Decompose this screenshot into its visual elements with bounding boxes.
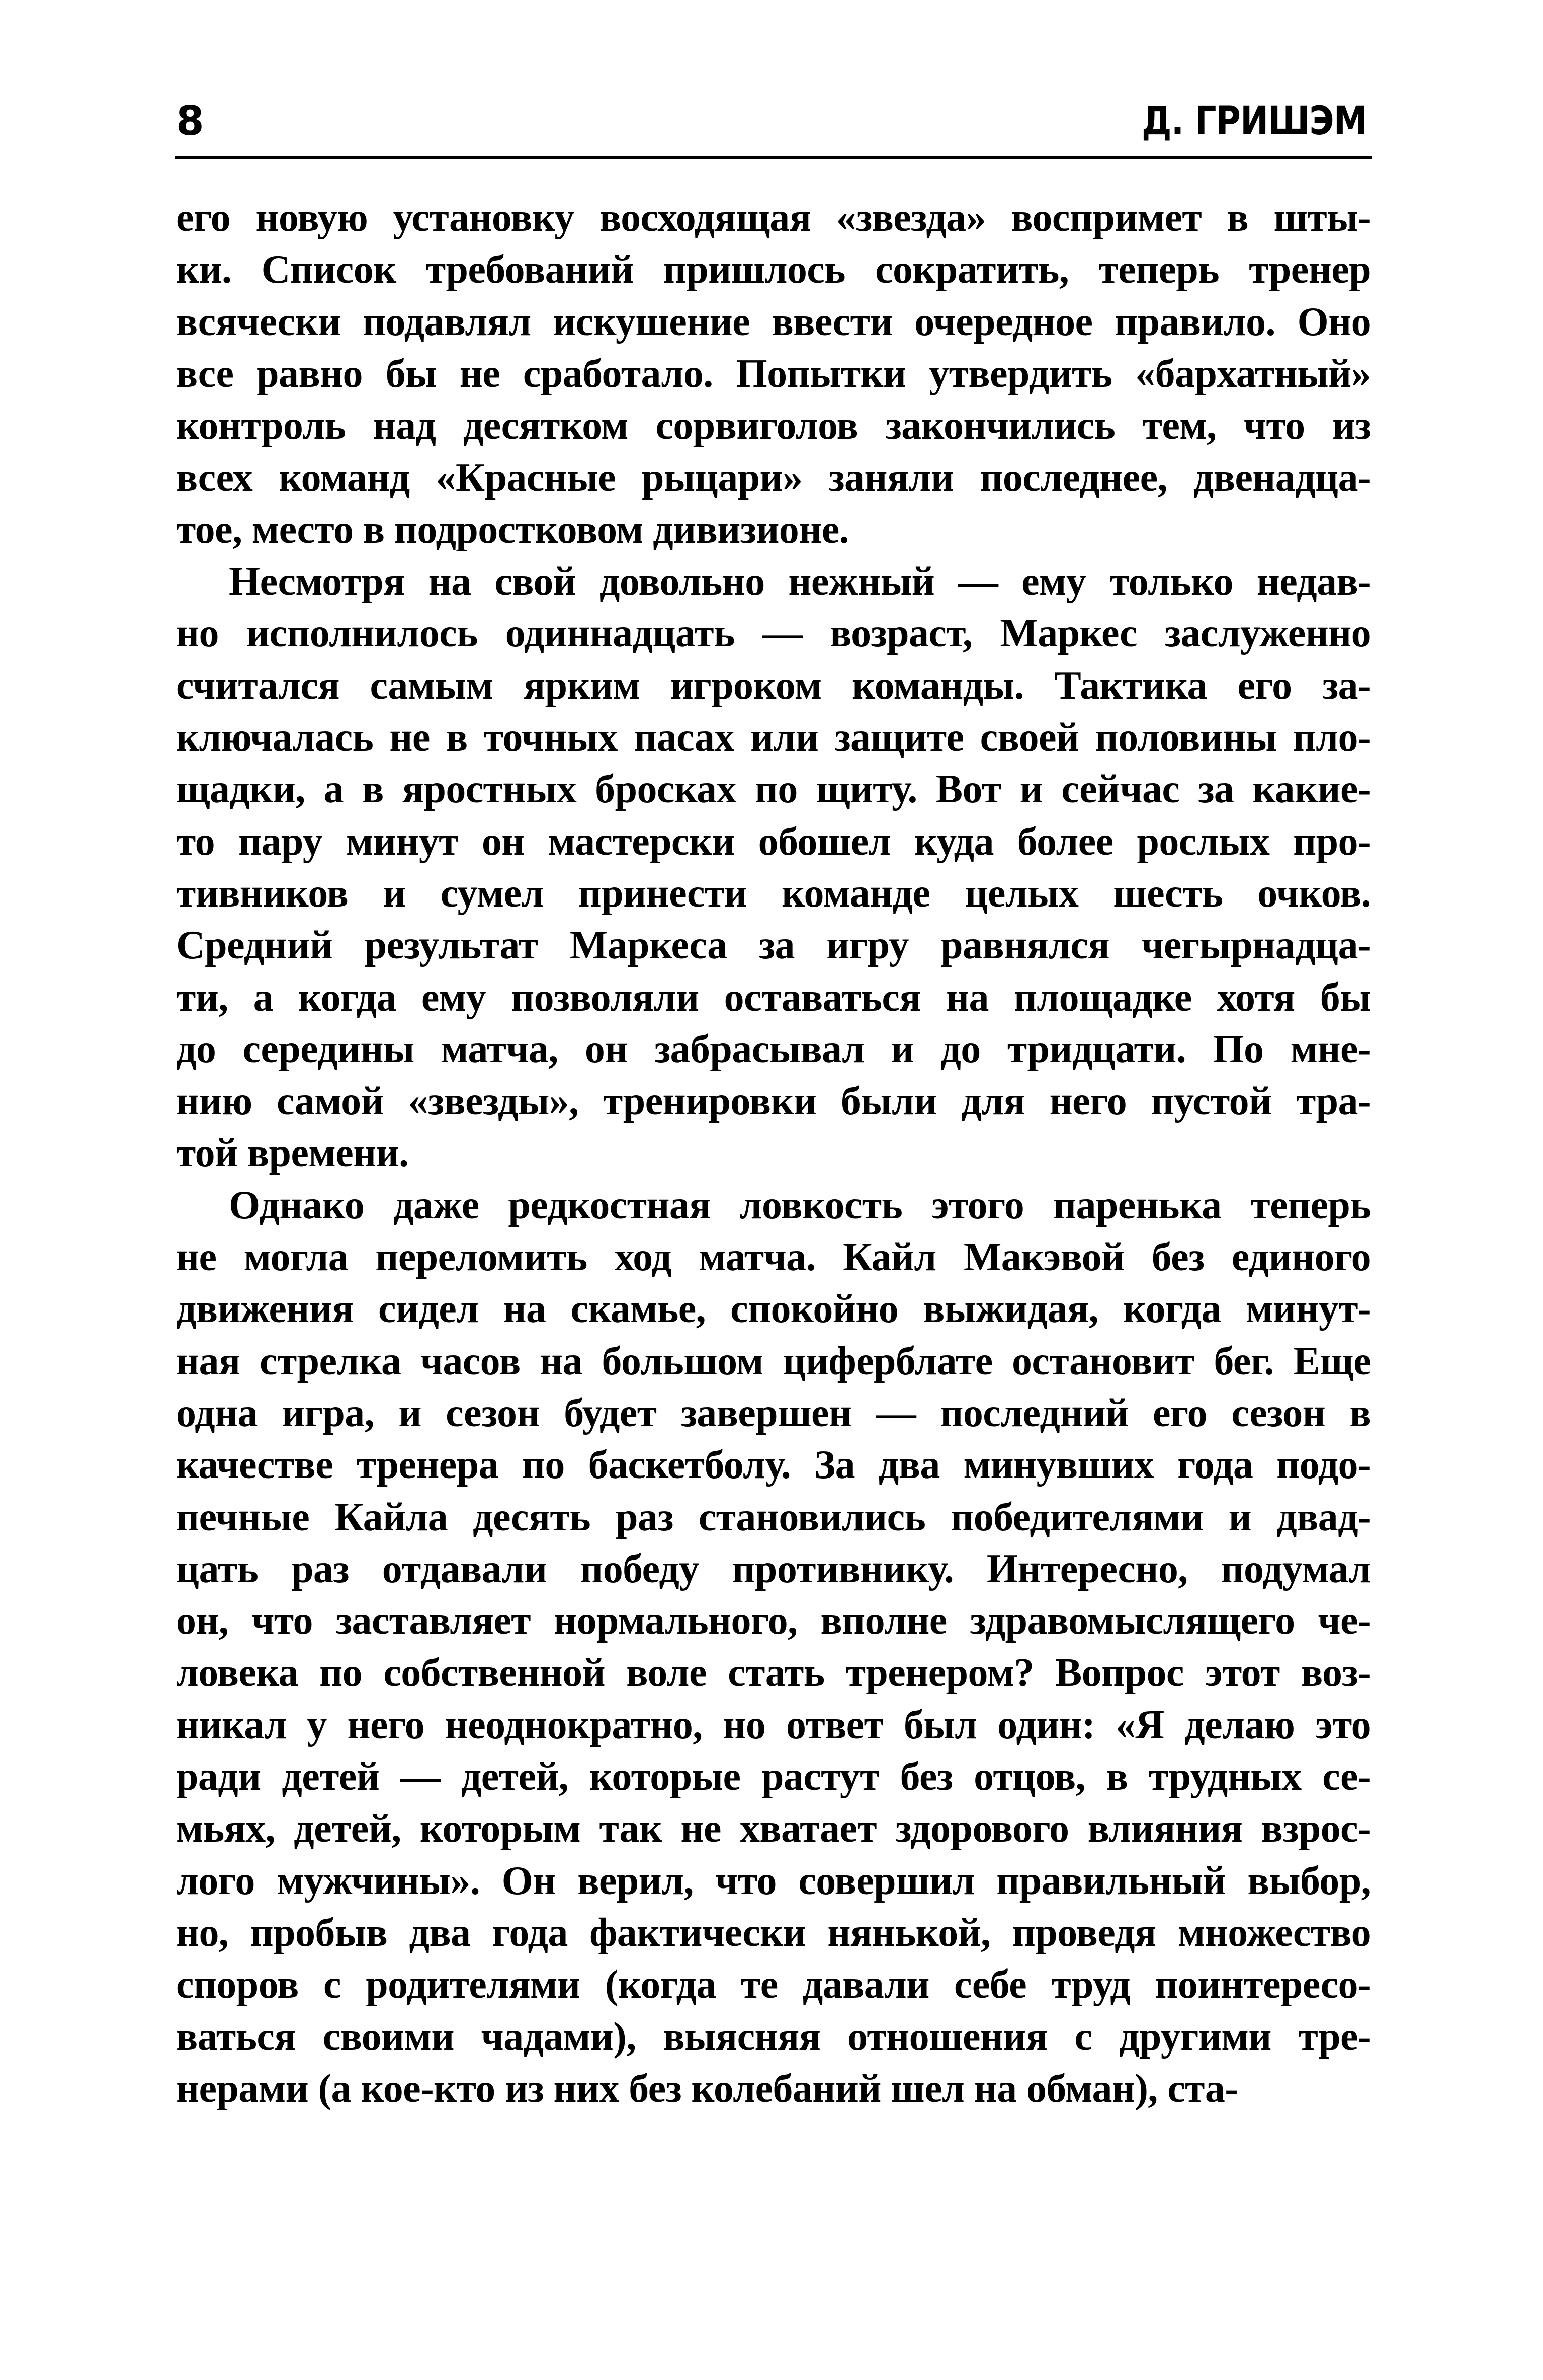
text-line: споров с родителями (когда те давали себе труд поинтересо-: [176, 1962, 1371, 2007]
text-line: печные Кайла десять раз становились победителями и двад-: [176, 1495, 1371, 1539]
text-line: ради детей — детей, которые растут без отцов, в трудных се-: [176, 1755, 1371, 1799]
text-line: щадки, а в яростных бросках по щиту. Вот и сейчас за какие-: [176, 767, 1371, 812]
text-line: мьях, детей, которым так не хватает здорового влияния взрос-: [176, 1807, 1371, 1851]
text-line: Однако даже редкостная ловкость этого паренька теперь: [229, 1183, 1371, 1227]
running-head: [176, 99, 1371, 144]
text-line: все равно бы не сработало. Попытки утвердить «бархатный»: [176, 351, 1371, 396]
text-line: но, пробыв два года фактически нянькой, проведя множество: [176, 1910, 1371, 1955]
text-line: той времени.: [176, 1131, 409, 1176]
text-line: контроль над десятком сорвиголов закончились тем, что из: [176, 403, 1371, 448]
text-line: до середины матча, он забрасывал и до тридцати. По мне-: [176, 1027, 1371, 1072]
text-line: всячески подавлял искушение ввести очередное правило. Оно: [176, 299, 1371, 344]
text-line: одна игра, и сезон будет завершен — последний его сезон в: [176, 1390, 1371, 1435]
text-line: цать раз отдавали победу противнику. Интересно, подумал: [176, 1546, 1371, 1591]
text-line: ключалась не в точных пасах или защите своей половины пло-: [176, 715, 1371, 760]
text-line: Средний результат Маркеса за игру равнялся чегырнадца-: [176, 923, 1371, 968]
text-line: ваться своими чадами), выясняя отношения с другими тре-: [176, 2014, 1371, 2059]
text-line: Несмотря на свой довольно нежный — ему только недав-: [229, 559, 1371, 604]
text-line: считался самым ярким игроком команды. Тактика его за-: [176, 663, 1371, 708]
text-line: но исполнилось одиннадцать — возраст, Маркес заслуженно: [176, 611, 1371, 656]
text-line: не могла переломить ход матча. Кайл Макэвой без единого: [176, 1235, 1371, 1279]
text-line: он, что заставляет нормального, вполне здравомыслящего че-: [176, 1599, 1371, 1644]
text-line: движения сидел на скамье, спокойно выжидая, когда минут-: [176, 1287, 1371, 1332]
text-line: то пару минут он мастерски обошел куда более рослых про-: [176, 819, 1371, 864]
text-line: ная стрелка часов на большом циферблате остановит бег. Еще: [176, 1339, 1371, 1383]
page-number: 8: [176, 98, 204, 144]
text-line: его новую установку восходящая «звезда» воспримет в шты-: [176, 196, 1371, 240]
text-line: нию самой «звезды», тренировки были для него пустой тра-: [176, 1079, 1371, 1124]
text-line: ки. Список требований пришлось сократить, теперь тренер: [176, 248, 1371, 292]
text-line: никал у него неоднократно, но ответ был один: «Я делаю это: [176, 1702, 1371, 1747]
text-line: тивников и сумел принести команде целых шесть очков.: [176, 871, 1371, 916]
text-line: лого мужчины». Он верил, что совершил правильный выбор,: [176, 1858, 1371, 1903]
text-line: ти, а когда ему позволяли оставаться на площадке хотя бы: [176, 975, 1371, 1020]
text-line: качестве тренера по баскетболу. За два минувших года подо-: [176, 1443, 1371, 1488]
text-line: ловека по собственной воле стать тренером? Вопрос этот воз-: [176, 1651, 1371, 1695]
header-rule-divider: [175, 156, 1372, 159]
text-line: всех команд «Красные рыцари» заняли последнее, двенадца-: [176, 455, 1371, 500]
text-line: нерами (а кое-кто из них без колебаний шел на обман), ста-: [176, 2066, 1238, 2111]
running-head-author: Д. ГРИШЭМ: [1142, 99, 1367, 144]
text-line: тое, место в подростковом дивизионе.: [176, 507, 849, 552]
